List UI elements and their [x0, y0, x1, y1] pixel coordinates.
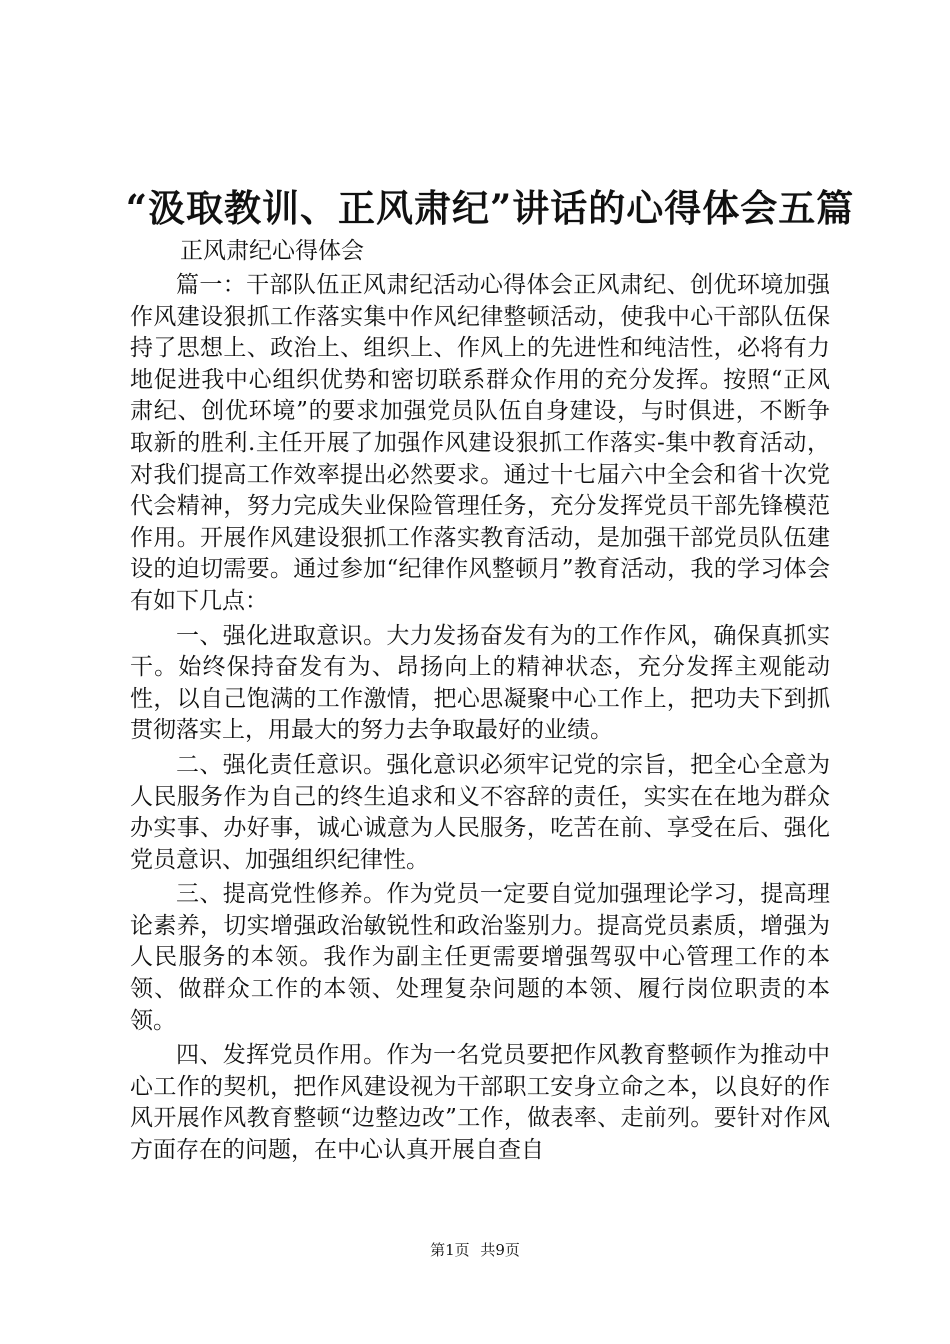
paragraph-intro: 篇一：干部队伍正风肃纪活动心得体会正风肃纪、创优环境加强作风建设狠抓工作落实集中作风纪律整顿活动，使我中心干部队伍保持了思想上、政治上、组织上、作风上的先进性和纯洁性，必将有力地促进我中心组织优势和密切联系群众作用的充分发挥。按照“正风肃纪、创优环境”的要求加强党员队伍自身建设，与时俱进，不断争取新的胜利.主任开展了加强作风建设狠抓工作落实-集中教育活动，对我们提高工作效率提出必然要求。通过十七届六中全会和省十次党代会精神，努力完成失业保险管理任务，充分发挥党员干部先锋模范作用。开展作风建设狠抓工作落实教育活动，是加强干部党员队伍建设的迫切需要。通过参加“纪律作风整顿月”教育活动，我的学习体会有如下几点：	[130, 272, 830, 614]
document-body	[130, 270, 830, 1167]
paragraph-point-4: 四、发挥党员作用。作为一名党员要把作风教育整顿作为推动中心工作的契机，把作风建设视为干部职工安身立命之本，以良好的作风开展作风教育整顿“边整边改”工作，做表率、走前列。要针对作风方面存在的问题，在中心认真开展自查自	[130, 1042, 830, 1164]
paragraph-point-2: 二、强化责任意识。强化意识必须牢记党的宗旨，把全心全意为人民服务作为自己的终生追求和义不容辞的责任，实实在在地为群众办实事、办好事，诚心诚意为人民服务，吃苦在前、享受在后、强化党员意识、加强组织纪律性。	[130, 751, 830, 873]
paragraph-point-3: 三、提高党性修养。作为党员一定要自觉加强理论学习，提高理论素养，切实增强政治敏锐性和政治鉴别力。提高党员素质，增强为人民服务的本领。我作为副主任更需要增强驾驭中心管理工作的本领、做群众工作的本领、处理复杂问题的本领、履行岗位职责的本领。	[130, 881, 830, 1034]
document-title: “汲取教训、正风肃纪”讲话的心得体会五篇	[125, 186, 855, 230]
page-total: 共9页	[480, 1241, 520, 1259]
page-number: 第1页	[430, 1241, 470, 1259]
paragraph-point-1: 一、强化进取意识。大力发扬奋发有为的工作作风，确保真抓实干。始终保持奋发有为、昂扬向上的精神状态，充分发挥主观能动性，以自己饱满的工作激情，把心思凝聚中心工作上，把功夫下到抓贯彻落实上，用最大的努力去争取最好的业绩。	[130, 622, 830, 744]
page-footer	[0, 1240, 950, 1260]
document-subtitle: 正风肃纪心得体会	[180, 238, 364, 264]
